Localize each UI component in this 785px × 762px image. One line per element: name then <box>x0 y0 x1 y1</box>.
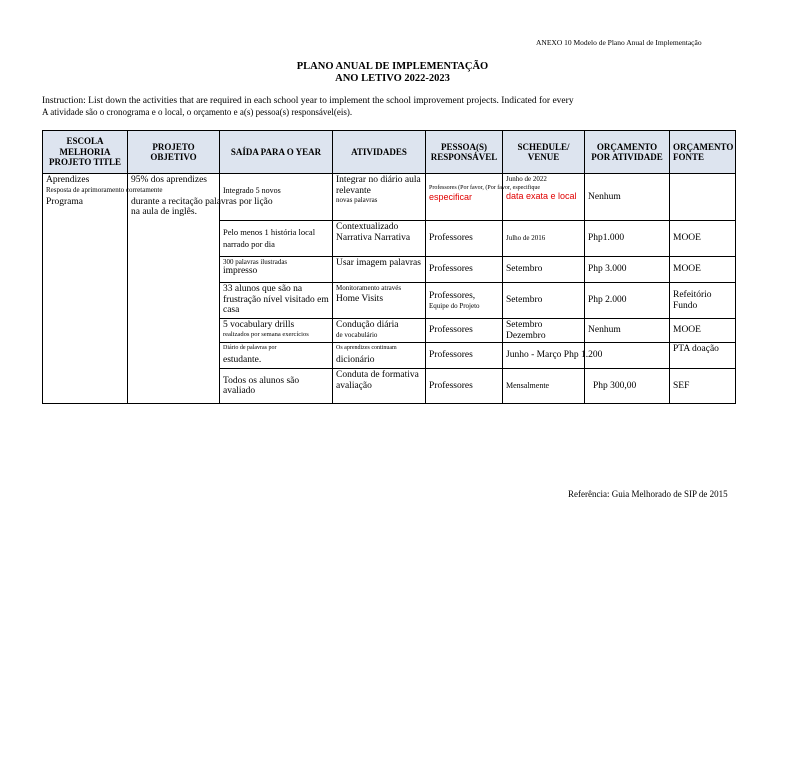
activity-cell <box>333 283 426 319</box>
source-cell: MOOE <box>670 221 736 257</box>
budget-cell: Nenhum <box>585 174 670 221</box>
budget-cell: Php 2.000 <box>585 283 670 319</box>
implementation-plan-table <box>42 130 736 404</box>
header-objective: PROJETO OBJETIVO <box>128 131 220 174</box>
activity-text-small: de vocabulário <box>336 330 378 339</box>
schedule-cell: Setembro Dezembro <box>503 319 585 343</box>
output-cell <box>220 343 333 369</box>
document-subtitle: ANO LETIVO 2022-2023 <box>335 73 450 84</box>
schedule-cell <box>503 174 585 221</box>
source-cell: MOOE <box>670 319 736 343</box>
budget-cell: Php 3.000 <box>585 257 670 283</box>
activity-text: Condução diária <box>336 320 399 330</box>
activity-cell <box>333 174 426 221</box>
person-cell: Professores <box>426 319 503 343</box>
instruction-line-2: A atividade são o cronograma e o local, o orçamento e a(s) pessoa(s) responsável(eis). <box>42 107 353 117</box>
output-text: Pelo menos 1 história local narrado por dia <box>223 227 316 249</box>
project-title-line: Resposta de aprimoramento corretamente <box>46 185 163 194</box>
activity-text-small: Monitoramento através <box>336 284 402 292</box>
activity-text-small: Os aprendizes continuam <box>336 345 397 351</box>
source-cell <box>670 174 736 221</box>
person-text-small: Professores (Por favor, (Por favor, especifique <box>429 185 540 191</box>
header-project-title: ESCOLA MELHORIA PROJETO TITLE <box>43 131 128 174</box>
reference-note: Referência: Guia Melhorado de SIP de 2015 <box>568 489 728 499</box>
output-cell <box>220 221 333 257</box>
output-text-small: realizados por semana exercícios <box>223 330 309 338</box>
output-text: 5 vocabulary drills <box>223 320 295 330</box>
header-source: ORÇAMENTO FONTE <box>670 131 736 174</box>
schedule-cell: Setembro <box>503 257 585 283</box>
output-text: estudante. <box>223 355 262 365</box>
person-text: Professores, <box>429 291 476 302</box>
output-text: Integrado 5 novos <box>223 186 281 195</box>
activity-cell <box>333 343 426 369</box>
project-title-line: Aprendizes <box>46 175 90 185</box>
activity-cell <box>333 319 426 343</box>
source-cell: MOOE <box>670 257 736 283</box>
person-cell <box>426 283 503 319</box>
person-text-red: especificar <box>429 192 473 202</box>
budget-cell: Php1.000 <box>585 221 670 257</box>
schedule-text: Mensalmente <box>506 380 550 390</box>
output-text-small: Diário de palavras por <box>223 345 277 351</box>
output-cell: Todos os alunos são avaliado <box>220 369 333 404</box>
person-cell: Professores <box>426 257 503 283</box>
document-title: PLANO ANUAL DE IMPLEMENTAÇÃO <box>296 61 489 72</box>
person-cell: Professores <box>426 343 503 369</box>
source-cell: SEF <box>670 369 736 404</box>
schedule-cell <box>503 221 585 257</box>
schedule-text-red: data exata e local <box>506 191 577 201</box>
output-cell <box>220 257 333 283</box>
output-text-small: 300 palavras ilustradas <box>223 258 288 266</box>
header-budget: ORÇAMENTO POR ATIVIDADE <box>585 131 670 174</box>
schedule-cell: Junho - Março Php 1.200 <box>503 343 585 369</box>
objective-line: durante a recitação palavras por lição <box>131 196 273 207</box>
output-text: impresso <box>223 266 258 276</box>
budget-cell: Nenhum <box>585 319 670 343</box>
activity-text: Home Visits <box>336 294 384 304</box>
header-activities: ATIVIDADES <box>333 131 426 174</box>
person-cell: Professores <box>426 221 503 257</box>
header-schedule: SCHEDULE/ VENUE <box>503 131 585 174</box>
activity-cell: Conduta de formativa avaliação <box>333 369 426 404</box>
source-cell: PTA doação <box>670 343 736 369</box>
schedule-text-small: Junho de 2022 <box>506 175 547 183</box>
activity-text: Integrar no diário aula relevante <box>336 175 421 196</box>
schedule-cell: Setembro <box>503 283 585 319</box>
header-persons: PESSOA(S) RESPONSÁVEL <box>426 131 503 174</box>
activity-text-small: novas palavras <box>336 196 378 204</box>
schedule-text: Julho de 2016 <box>506 234 546 243</box>
person-text-small: Equipe do Projeto <box>429 301 480 310</box>
budget-cell: Php 300,00 <box>585 369 670 404</box>
schedule-cell <box>503 369 585 404</box>
instruction-line-1: Instruction: List down the activities that are required in each school year to implement the school improvement projects. Indicated for every <box>42 96 574 106</box>
project-title-line: Programa <box>46 196 83 207</box>
objective-line: 95% dos aprendizes <box>131 175 207 185</box>
source-cell: Refeitório Fundo <box>670 283 736 319</box>
header-row <box>43 131 736 174</box>
activity-cell: Usar imagem palavras <box>333 257 426 283</box>
header-output: SAÍDA PARA O YEAR <box>220 131 333 174</box>
person-cell: Professores <box>426 369 503 404</box>
project-title-cell <box>43 174 163 404</box>
output-cell <box>220 319 333 343</box>
annex-label: ANEXO 10 Modelo de Plano Anual de Implementação <box>536 38 702 47</box>
output-cell: 33 alunos que são na frustração nível visitado em casa <box>220 283 333 319</box>
objective-line: na aula de inglês. <box>131 207 197 217</box>
activity-text: dicionário <box>336 355 375 365</box>
table-row <box>43 174 736 221</box>
activity-cell: Contextualizado Narrativa Narrativa <box>333 221 426 257</box>
